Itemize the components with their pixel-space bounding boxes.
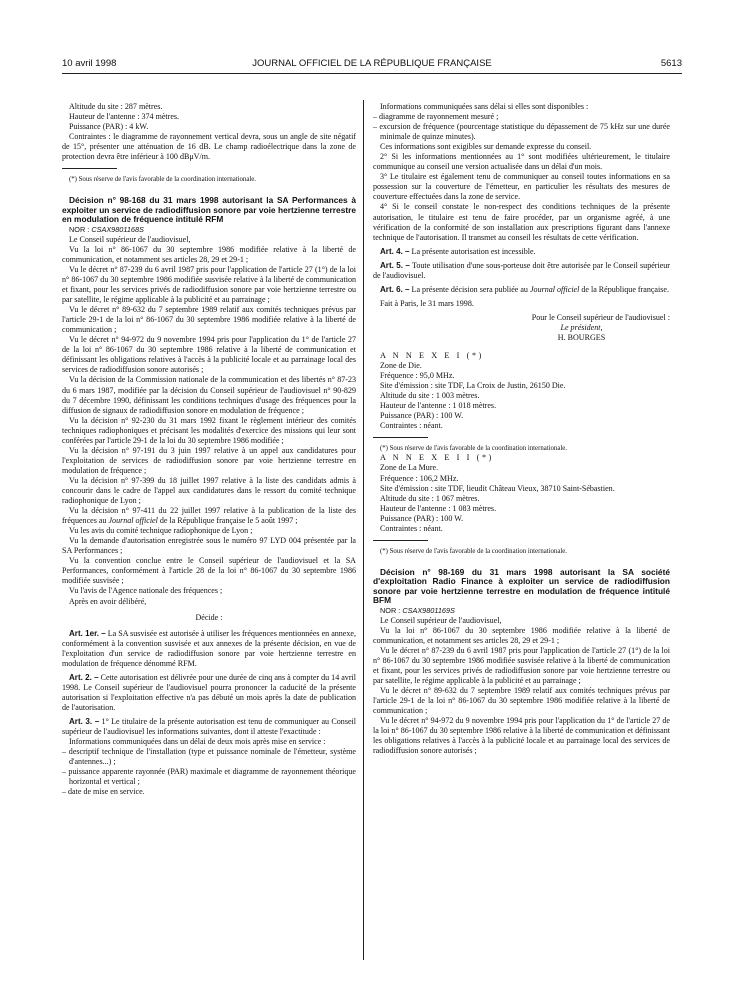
para-9 [62, 506, 356, 526]
fait-line: Fait à Paris, le 31 mars 1998. [380, 298, 474, 308]
article-6-label: Art. 6. – [380, 284, 410, 294]
decision-title: Décision n° 98-168 du 31 mars 1998 autorisant la SA Performances à exploiter un service de radiodiffusion sonore par voie hertzienne terrestre en modulation de fréquence intitulé RFM [62, 195, 356, 225]
decision-2-para: Vu la loi n° 86-1067 du 30 septembre 1986 modifiée relative à la liberté de communication, et notamment ses articles 28, 29 et 29-1 ; [373, 625, 670, 645]
info-line: Ces informations sont exigibles sur demande expresse du conseil. [380, 142, 592, 152]
info-line: Informations communiquées sans délai si elles sont disponibles : [380, 102, 589, 111]
nor-2-label: NOR : [380, 605, 401, 615]
article-2-label: Art. 2. – [69, 672, 99, 682]
decision-2-para: Le Conseil supérieur de l'audiovisuel, [380, 615, 502, 625]
decision-2-para: Vu le décret n° 89-632 du 7 septembre 1989 relatif aux comités techniques prévus par l'article 29-1 de la loi n° 86-1067 du 30 septembre 1986 modifiée relative à la liberté de communication ; [373, 686, 670, 716]
para-14: Après en avoir délibéré, [69, 596, 147, 606]
annex-1-line: Hauteur de l'antenne : 1 018 mètres. [380, 401, 497, 411]
annex-1-line: Altitude du site : 1 003 mètres. [380, 391, 480, 401]
para-12: Vu la convention conclue entre le Conseil supérieur de l'audiovisuel et la SA Performances, conformément à l'article 28 de la loi n° 86-1067 du 30 septembre 1986 modifiée susvisée ; [62, 556, 356, 586]
para-9-tail: de la République française le 5 août 1997 ; [157, 516, 298, 526]
para-9-text: Vu la décision n° 97-411 du 22 juillet 1997 relative à la publication de la liste des fréquences au [62, 506, 356, 526]
annex-2-line: Site d'émission : site TDF, lieudit Château Vieux, 38710 Saint-Sébastien. [380, 483, 615, 493]
nor-2-value: CSAX9801169S [402, 605, 455, 615]
para-1: Vu la loi n° 86-1067 du 30 septembre 1986 modifiée relative à la liberté de communication, et notamment ses articles 28, 29 et 29-1 ; [62, 244, 356, 264]
article-5-label: Art. 5. – [380, 260, 410, 270]
annex-2-line: Zone de La Mure. [380, 463, 439, 473]
annex-2-line: Contraintes : néant. [380, 523, 443, 533]
article-3-item: – date de mise en service. [62, 787, 145, 797]
article-2 [62, 673, 356, 713]
nor-value: CSAX9801168S [91, 224, 144, 234]
right-column [373, 102, 670, 756]
annex-1-footnote: (*) Sous réserve de l'avis favorable de la coordination internationale. [380, 445, 567, 453]
decide-heading: Décide : [195, 612, 223, 622]
annex-1-line: Contraintes : néant. [380, 421, 443, 431]
header-date: 10 avril 1998 [62, 58, 117, 69]
column-divider [363, 100, 364, 960]
para-10: Vu les avis du comité technique radiophonique de Lyon ; [69, 526, 253, 536]
info-line: 2° Si les informations mentionnées au 1° sont modifiées ultérieurement, le titulaire communique au conseil une version actualisée dans un délai d'un mois. [373, 152, 670, 172]
annex-2-line: Fréquence : 106,2 MHz. [380, 473, 459, 483]
intro-altitude: Altitude du site : 287 mètres. [69, 102, 163, 111]
annex-1-line: Site d'émission : site TDF, La Croix de Justin, 26150 Die. [380, 381, 566, 391]
intro-hauteur: Hauteur de l'antenne : 374 mètres. [69, 112, 180, 122]
article-4 [373, 247, 670, 257]
page-header [62, 58, 682, 72]
annex-1-line: Zone de Die. [380, 361, 422, 371]
article-3-item: – descriptif technique de l'installation (type et puissance nominale de l'émetteur, système d'antennes...) ; [62, 747, 356, 767]
article-6 [373, 285, 670, 295]
info-line: 3° Le titulaire est également tenu de communiquer au conseil toutes informations en sa possession sur la couverture de l'émetteur, en particulier les résultats des mesures de couverture effectuées dans la zone de service. [373, 172, 670, 202]
article-6-text-a: La présente décision sera publiée au [409, 284, 530, 294]
footnote-rule [373, 540, 428, 541]
para-3: Vu le décret n° 89-632 du 7 septembre 1989 relatif aux comités techniques prévus par l'article 29-1 de la loi n° 86-1067 du 30 septembre 1986 modifiée relative à la liberté de communication ; [62, 305, 356, 335]
article-3-item: – puissance apparente rayonnée (PAR) maximale et diagramme de rayonnement théorique horizontal et vertical ; [62, 767, 356, 787]
article-2-text: Cette autorisation est délivrée pour une durée de cinq ans à compter du 14 avril 1998. Le Conseil supérieur de l'audiovisuel pourra prononcer la caducité de la présente autorisation si l'exploitation effective n'a pas débuté un mois après la date de publication de l'autorisation. [62, 672, 356, 712]
footnote-rule [373, 437, 428, 438]
intro-puissance: Puissance (PAR) : 4 kW. [69, 122, 149, 132]
article-5 [373, 261, 670, 281]
annex-2-line: Puissance (PAR) : 100 W. [380, 513, 464, 523]
info-line: 4° Si le conseil constate le non-respect des conditions techniques de la présente autorisation, le titulaire est tenu de faire procéder, par un organisme agréé, à une vérification de la conformité de son installation aux prescriptions figurant dans l'annexe technique de l'autorisation. Il transmet au conseil les résultats de cette vérification. [373, 202, 670, 242]
left-column [62, 102, 356, 797]
signature-line-3: H. BOURGES [557, 332, 606, 342]
nor-2-reference [373, 606, 670, 616]
article-1-label: Art. 1er. – [69, 628, 106, 638]
annex-2-line: Altitude du site : 1 067 mètres. [380, 493, 480, 503]
annex-1-title: A N N E X E I (*) [380, 351, 485, 361]
info-item: – excursion de fréquence (pourcentage statistique du dépassement de 75 kHz sur une durée minimale de quinze minutes). [373, 122, 670, 142]
article-5-text: Toute utilisation d'une sous-porteuse doit être autorisée par le Conseil supérieur de l'audiovisuel. [373, 260, 670, 280]
article-3-label: Art. 3. – [69, 716, 100, 726]
decision-2-para: Vu le décret n° 87-239 du 6 avril 1987 pris pour l'application de l'article 27 (1°) de la loi n° 86-1067 du 30 septembre 1986 modifiée susvisée relative à la liberté de communication et fixant, pour les services privés de radiodiffusion sonore par voie hertzienne terrestre ou par satellite, le régime applicable à la publicité et au parrainage ; [373, 645, 670, 686]
article-4-label: Art. 4. – [380, 246, 410, 256]
decision-2-para: Vu le décret n° 94-972 du 9 novembre 1994 pris pour l'application du 1° de l'article 27 de la loi n° 86-1067 du 30 septembre 1986 relative à la liberté de communication et définissant les obligations relatives à l'accès à la publicité locale et au parrainage local des services de radiodiffusion sonore autorisés ; [373, 716, 670, 756]
article-3-text: 1° Le titulaire de la présente autorisation est tenu de communiquer au Conseil supérieur de l'audiovisuel les informations suivantes, dont il atteste l'exactitude : [62, 716, 356, 737]
para-0: Le Conseil supérieur de l'audiovisuel, [69, 234, 191, 244]
para-11: Vu la demande d'autorisation enregistrée sous le numéro 97 LYD 004 présentée par la SA Performances ; [62, 536, 356, 556]
nor-label: NOR : [69, 224, 90, 234]
article-3 [62, 717, 356, 737]
nor-reference [62, 225, 356, 235]
article-1 [62, 629, 356, 669]
footnote-rule [62, 168, 117, 169]
decision-2-title: Décision n° 98-169 du 31 mars 1998 autorisant la SA société d'exploitation Radio Finance à exploiter un service de radiodiffusion sonore par voie hertzienne terrestre en modulation de fréquence intitulé BFM [373, 566, 670, 606]
para-9-jo: Journal officiel [108, 516, 158, 526]
article-6-jo: Journal officiel [529, 284, 580, 294]
article-1-text: La SA susvisée est autorisée à utiliser les fréquences mentionnées en annexe, conformément à la convention susvisée et aux annexes de la présente décision, en vue de l'exploitation d'un service de radiodiffusion sonore par voie hertzienne terrestre en modulation de fréquence dénommé RFM. [62, 628, 356, 668]
para-2: Vu le décret n° 87-239 du 6 avril 1987 pris pour l'application de l'article 27 (1°) de la loi n° 86-1067 du 30 septembre 1986 modifiée susvisée relative à la liberté de communication et fixant, pour les services privés de radiodiffusion sonore par voie hertzienne terrestre ou par satellite, le régime applicable à la publicité et au parrainage ; [62, 264, 356, 305]
footnote: (*) Sous réserve de l'avis favorable de la coordination internationale. [69, 176, 256, 184]
annex-1-line: Fréquence : 95,0 MHz. [380, 371, 455, 381]
header-journal-title: JOURNAL OFFICIEL DE LA RÉPUBLIQUE FRANÇAISE [252, 58, 492, 69]
annex-2-footnote: (*) Sous réserve de l'avis favorable de la coordination internationale. [380, 547, 567, 555]
signature-line-1: Pour le Conseil supérieur de l'audiovisuel : [531, 312, 670, 322]
article-4-text: La présente autorisation est incessible. [409, 246, 536, 256]
para-6: Vu la décision n° 92-230 du 31 mars 1992 fixant le règlement intérieur des comités techniques radiophoniques et précisant les modalités d'exercice des missions qui leur sont conférées par l'article 29-1 de la loi du 30 septembre 1986 modifiée ; [62, 415, 356, 445]
annex-2-line: Hauteur de l'antenne : 1 083 mètres. [380, 503, 497, 513]
header-page-number: 5613 [660, 58, 682, 69]
para-8: Vu la décision n° 97-399 du 18 juillet 1997 relative à la liste des candidats admis à concourir dans le cadre de l'appel aux candidatures dans le ressort du comité technique radiophonique de Lyon ; [62, 475, 356, 506]
signature-line-2: Le président, [560, 322, 603, 332]
article-6-text-b: de la République française. [579, 284, 669, 294]
header-rule [62, 73, 682, 74]
para-13: Vu l'avis de l'Agence nationale des fréquences ; [69, 586, 223, 596]
info-item: – diagramme de rayonnement mesuré ; [373, 112, 499, 122]
para-7: Vu la décision n° 97-191 du 3 juin 1997 relative à un appel aux candidatures pour l'exploitation de services de radiodiffusion sonore par voie hertzienne terrestre en modulation de fréquence ; [62, 445, 356, 475]
annex-1-line: Puissance (PAR) : 100 W. [380, 411, 464, 421]
annex-2-title: A N N E X E I I (*) [380, 453, 494, 463]
article-3-sub: Informations communiquées dans un délai de deux mois après mise en service : [69, 737, 326, 747]
para-4: Vu le décret n° 94-972 du 9 novembre 1994 pris pour l'application du 1° de l'article 27 de la loi n° 86-1067 du 30 septembre 1986 relative à la liberté de communication et définissant les obligations relatives à l'accès à la publicité locale et au parrainage local des services de radiodiffusion sonore autorisés ; [62, 335, 356, 375]
intro-contraintes: Contraintes : le diagramme de rayonnement vertical devra, sous un angle de site négatif de 15°, présenter une atténuation de 16 dB. Le champ radioélectrique dans la zone de protection devra être inférieur à 100 dBμV/m. [62, 132, 356, 162]
para-5: Vu la décision de la Commission nationale de la communication et des libertés n° 87-23 du 6 mars 1987, modifiée par la décision du Conseil supérieur de l'audiovisuel n° 90-829 du 7 décembre 1990, définissant les conditions techniques d'usage des fréquences pour la diffusion de signaux de radiodiffusion sonore en modulation de fréquence ; [62, 375, 356, 415]
